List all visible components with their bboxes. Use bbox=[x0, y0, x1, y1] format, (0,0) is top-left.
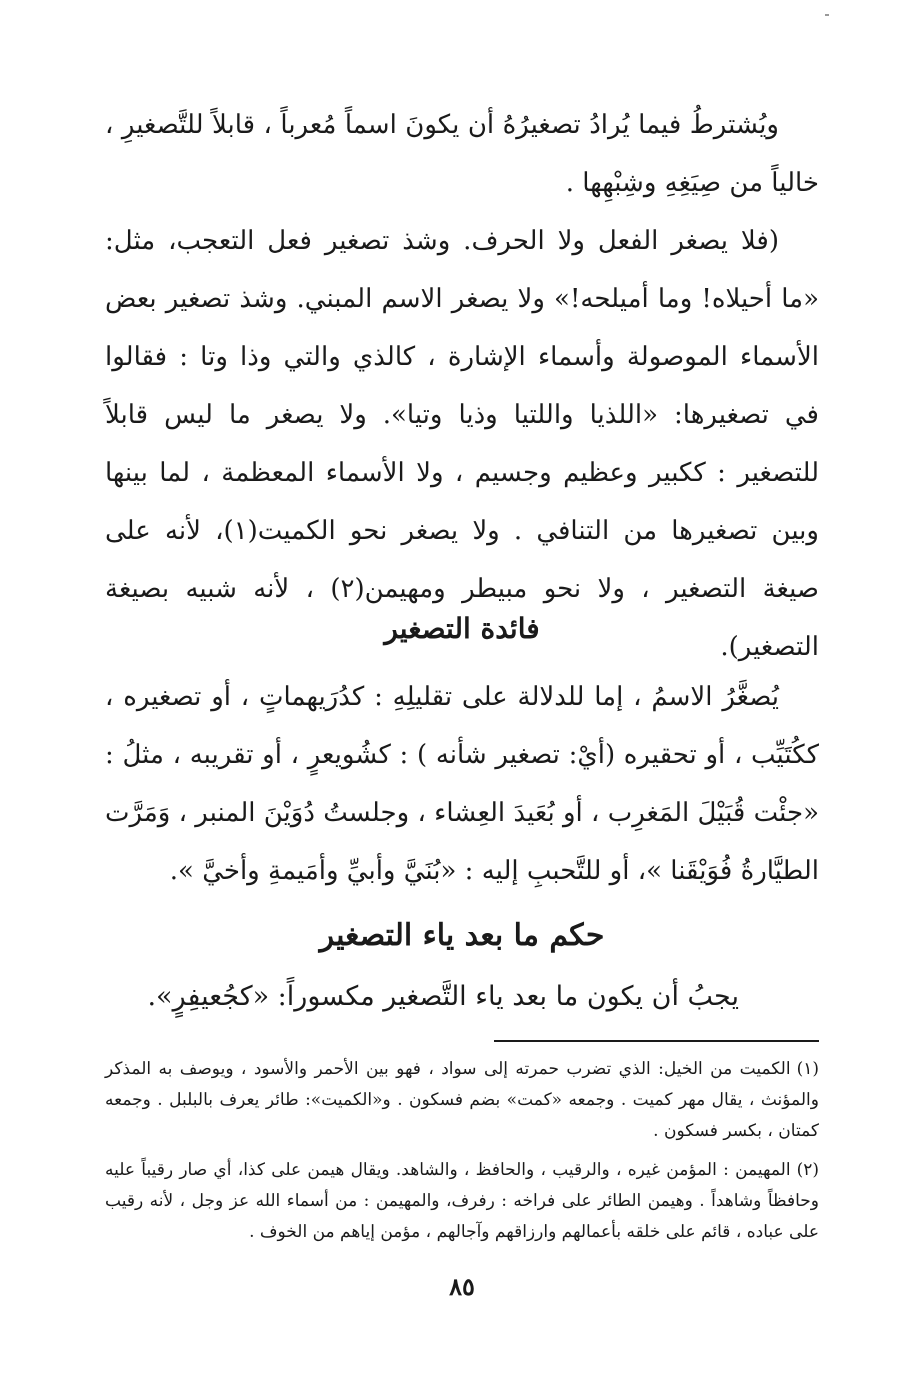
footnote-1 bbox=[105, 1054, 819, 1147]
paragraph-conditions: ويُشترطُ فيما يُرادُ تصغيرُهُ أن يكونَ اسماً مُعرباً ، قابلاً للتَّصغيرِ ، خالياً من صِيَغِهِ وشِبْهِها . bbox=[105, 110, 819, 198]
footnote-text: الكميت من الخيل: الذي تضرب حمرته إلى سواد ، فهو بين الأحمر والأسود ، ويوصف به المذكر والمؤنث ، يقال مهر كميت . وجمعه «كمت» بضم فسكون . و«الكميت»: طائر يعرف بالبلبل . وجمعه كمتان ، بكسر فسكون . bbox=[105, 1059, 819, 1141]
scan-mark bbox=[825, 14, 829, 16]
paragraph-rule: يجبُ أن يكون ما بعد ياء التَّصغير مكسوراً: «كجُعيفِرٍ». bbox=[147, 981, 739, 1012]
footnote-divider bbox=[494, 1040, 819, 1042]
paragraph-purpose: يُصغَّرُ الاسمُ ، إما للدلالة على تقليلِهِ : كدُرَيهماتٍ ، أو تصغيره ، ككُتَيِّب ، أو تحقيره (أيْ: تصغير شأنه ) : كشُويعرٍ ، أو تقريبه ، مثلُ : «جئْت قُبَيْلَ المَغرِب ، أو بُعَيدَ العِشاء ، وجلستُ دُوَيْنَ المنبر ، وَمَرَّت الطيَّارةُ فُوَيْقَنا »، أو للتَّحببِ إليه : «بُنَيَّ وأبيِّ وأمَيمةِ وأخيَّ ». bbox=[105, 682, 819, 886]
paragraph-exceptions: (فلا يصغر الفعل ولا الحرف. وشذ تصغير فعل التعجب، مثل: «ما أحيلاه! وما أميلحه!» ولا يصغر الاسم المبني. وشذ تصغير بعض الأسماء الموصولة وأسماء الإشارة ، كالذي والتي وذا وتا : فقالوا في تصغيرها: «اللذيا واللتيا وذيا وتيا». ولا يصغر ما ليس قابلاً للتصغير : ككبير وعظيم وجسيم ، ولا الأسماء المعظمة ، لما بينها وبين تصغيرها من التنافي . ولا يصغر نحو الكميت(١)، لأنه على صيغة التصغير ، ولا نحو مبيطر ومهيمن(٢) ، لأنه شبيه بصيغة التصغير). bbox=[105, 226, 819, 662]
footnotes bbox=[105, 1054, 819, 1256]
footnote-number: (١) bbox=[796, 1059, 819, 1079]
footnote-text: المهيمن : المؤمن غيره ، والرقيب ، والحافظ ، والشاهد. ويقال هيمن على كذا، أي صار رقيباً عليه وحافظاً وشاهداً . وهيمن الطائر على فراخه : رفرف، والمهيمن : من أسماء الله عز وجل ، لأنه رقيب على عباده ، قائم على خلقه بأعمالهم وارزاقهم وآجالهم ، مؤمن إياهم من الخوف . bbox=[105, 1160, 819, 1242]
footnote-number: (٢) bbox=[796, 1160, 819, 1180]
page-number: ٨٥ bbox=[449, 1272, 475, 1301]
footnote-2 bbox=[105, 1155, 819, 1248]
heading-purpose-of-diminutive: فائدة التصغير bbox=[384, 612, 540, 645]
heading-rule-after-ya: حكم ما بعد ياء التصغير bbox=[319, 918, 605, 953]
